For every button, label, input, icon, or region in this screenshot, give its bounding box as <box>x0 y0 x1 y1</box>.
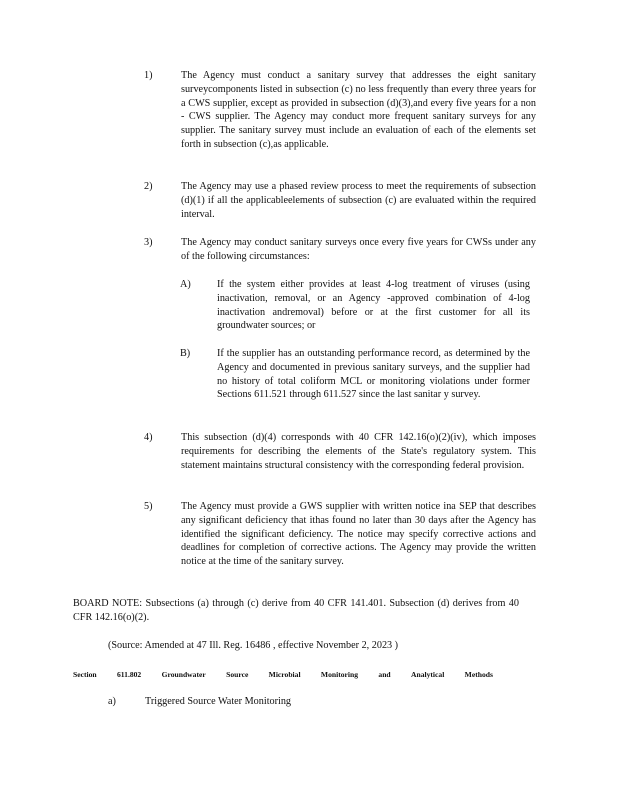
heading-word: 611.802 <box>116 670 142 679</box>
sub-item-label: B) <box>180 348 191 359</box>
subsection-label: a) <box>108 696 116 707</box>
board-note: BOARD NOTE: Subsections (a) through (c) derive from 40 CFR 141.401. Subsection (d) derives from 40 CFR 142.16(o)(2). <box>73 598 519 623</box>
item-text: The Agency must conduct a sanitary survey that addresses the eight sanitary surveycomponents listed in subsection (c) no less frequently than every three years for a CWS supplier, except as provided in subsection (d)(3),and every five years for a non - CWS supplier. The Agency may conduct more frequent sanitary surveys for any supplier. The sanitary survey must include an evaluation of each of the elements set forth in subsection (c),as applicable. <box>181 70 536 150</box>
sub-item-label: A) <box>180 279 191 290</box>
source-note: (Source: Amended at 47 Ill. Reg. 16486 , effective November 2, 2023 ) <box>108 640 399 651</box>
heading-word: and <box>378 670 391 679</box>
item-number: 1) <box>144 70 153 81</box>
item-number: 5) <box>144 501 153 512</box>
subsection-title: Triggered Source Water Monitoring <box>145 696 292 707</box>
heading-word: Source <box>226 670 249 679</box>
item-text: The Agency may conduct sanitary surveys once every five years for CWSs under any of the following circumstances: <box>181 237 536 262</box>
heading-word: Methods <box>464 670 493 679</box>
item-text: This subsection (d)(4) corresponds with 40 CFR 142.16(o)(2)(iv), which imposes requirements for describing the elements of the State's regulatory system. This statement maintains structural consistency with the corresponding federal provision. <box>181 432 536 471</box>
section-heading <box>73 668 493 682</box>
sub-item-text: If the system either provides at least 4-log treatment of viruses (using inactivation, removal, or an Agency -approved combination of 4-log inactivation andremoval) before or at the first customer for all its groundwater sources; or <box>217 279 530 332</box>
heading-word: Section <box>73 670 97 679</box>
sub-item-text: If the supplier has an outstanding performance record, as determined by the Agency and documented in previous sanitary surveys, and the supplier had no history of total coliform MCL or monitoring violations under former Sections 611.521 through 611.527 since the last sanitar y survey. <box>217 348 530 401</box>
heading-word: Monitoring <box>320 670 359 679</box>
item-number: 4) <box>144 432 153 443</box>
heading-word: Microbial <box>268 670 301 679</box>
item-text: The Agency may use a phased review process to meet the requirements of subsection (d)(1) if all the applicableelements of subsection (c) are evaluated within the required interval. <box>181 181 536 220</box>
item-number: 3) <box>144 237 153 248</box>
item-number: 2) <box>144 181 153 192</box>
item-text: The Agency must provide a GWS supplier with written notice ina SEP that describes any significant deficiency that ithas found no later than 30 days after the Agency has identified the significant deficiency. The notice may specify corrective actions and deadlines for completion of corrective actions. The Agency may provide the written notice at the time of the sanitary survey. <box>181 501 536 568</box>
heading-word: Analytical <box>410 670 445 679</box>
heading-word: Groundwater <box>161 670 206 679</box>
